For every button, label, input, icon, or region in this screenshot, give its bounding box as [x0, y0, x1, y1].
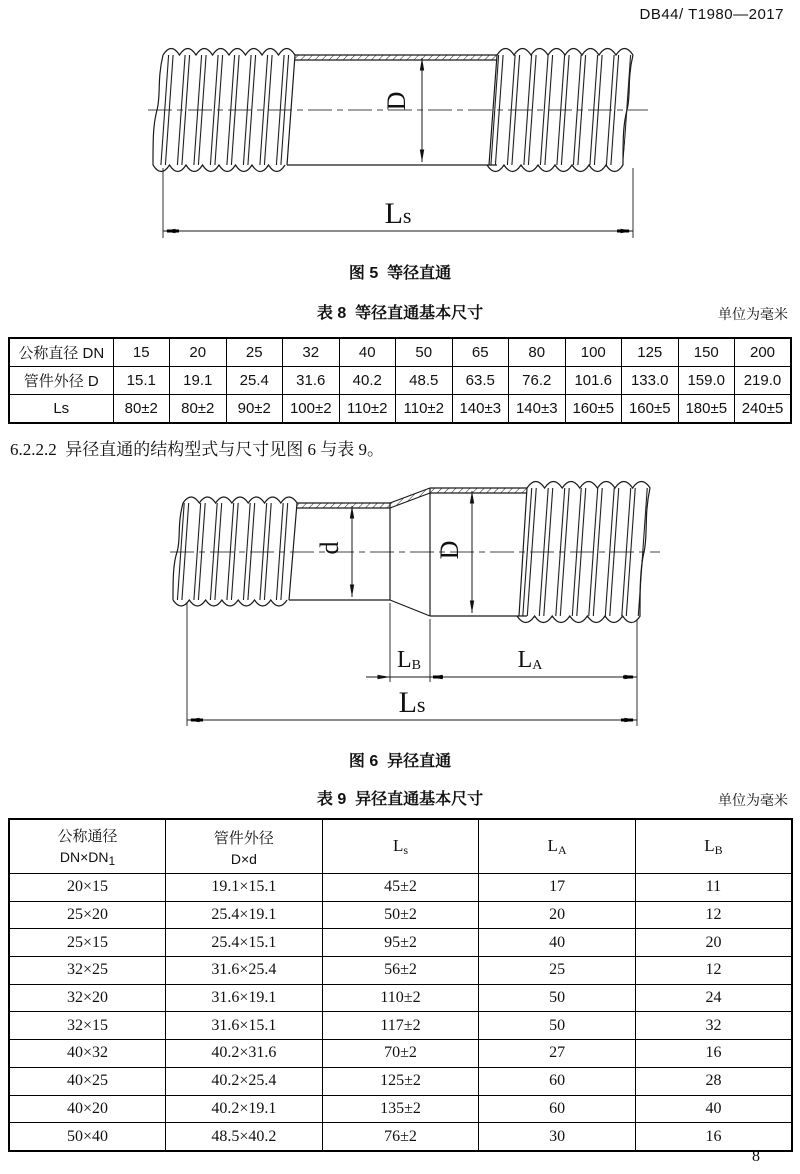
table8-title: 表 8 等径直通基本尺寸 [316, 305, 484, 322]
table-cell: 30 [479, 1123, 636, 1151]
table-cell: 31.6×25.4 [166, 957, 323, 985]
table-cell: 50 [396, 338, 453, 367]
table-cell: 25.4×15.1 [166, 929, 323, 957]
table-cell: 56±2 [322, 957, 479, 985]
table-row [9, 984, 792, 1012]
table-cell: 50±2 [322, 901, 479, 929]
table-row [9, 957, 792, 985]
table-cell: 117±2 [322, 1012, 479, 1040]
table-cell: 32×25 [9, 957, 166, 985]
table-cell: 27 [479, 1040, 636, 1068]
table-cell: 140±3 [509, 395, 566, 424]
table-cell: 80±2 [113, 395, 170, 424]
table-cell: 80 [509, 338, 566, 367]
table-cell: 133.0 [622, 367, 679, 395]
table-cell: 50 [479, 984, 636, 1012]
table-cell: 48.5 [396, 367, 453, 395]
table-cell: 60 [479, 1095, 636, 1123]
table-cell: 40.2×25.4 [166, 1067, 323, 1095]
table-cell: 11 [635, 874, 792, 902]
table-cell: 17 [479, 874, 636, 902]
corrugated-end-small [173, 497, 297, 606]
corrugated-end-left [153, 49, 295, 172]
table-cell: 25 [479, 957, 636, 985]
dim-label-d: d [315, 541, 344, 555]
figure5-caption: 图 5 等径直通 [348, 265, 452, 282]
dimension-Ls [163, 168, 633, 238]
dim-label-Ls: Ls [384, 197, 412, 230]
table-cell: 32×15 [9, 1012, 166, 1040]
table-cell: 100±2 [283, 395, 340, 424]
table-cell: 12 [635, 901, 792, 929]
table-cell: 25×20 [9, 901, 166, 929]
table-cell: 135±2 [322, 1095, 479, 1123]
table-cell: 16 [635, 1040, 792, 1068]
table-cell: 180±5 [678, 395, 735, 424]
table-cell: 50×40 [9, 1123, 166, 1151]
table-cell: 32×20 [9, 984, 166, 1012]
row-header: Ls [9, 395, 113, 424]
table-cell: 219.0 [735, 367, 792, 395]
table9-unit-note: 单位为毫米 [718, 794, 788, 809]
table-cell: 90±2 [226, 395, 283, 424]
figure6-caption: 图 6 异径直通 [348, 753, 452, 770]
table-cell: 31.6×15.1 [166, 1012, 323, 1040]
table-cell: 140±3 [452, 395, 509, 424]
row-header: 管件外径 D [9, 367, 113, 395]
table-cell: 40.2×19.1 [166, 1095, 323, 1123]
table-cell: 110±2 [339, 395, 396, 424]
table-cell: 40.2×31.6 [166, 1040, 323, 1068]
table-cell: 40×32 [9, 1040, 166, 1068]
table-cell: 20×15 [9, 874, 166, 902]
table-row [9, 338, 791, 367]
table-cell: 40 [635, 1095, 792, 1123]
table-cell: 25×15 [9, 929, 166, 957]
table-cell: 240±5 [735, 395, 792, 424]
column-header: $L_A$ [479, 819, 636, 874]
section-6222-text: 6.2.2.2 异径直通的结构型式与尺寸见图 6 与表 9。 [10, 440, 384, 459]
table-row [9, 1123, 792, 1151]
table-cell: 63.5 [452, 367, 509, 395]
dimension-d [315, 506, 352, 597]
table-cell: 200 [735, 338, 792, 367]
corrugated-end-large [517, 482, 650, 623]
table-cell: 48.5×40.2 [166, 1123, 323, 1151]
row-header: 公称直径 DN [9, 338, 113, 367]
table-cell: 70±2 [322, 1040, 479, 1068]
dim-label-D: D [435, 540, 464, 560]
table-cell: 125±2 [322, 1067, 479, 1095]
table-row [9, 929, 792, 957]
table-cell: 50 [479, 1012, 636, 1040]
dim-label-Ls: Ls [398, 686, 426, 719]
table-cell: 110±2 [396, 395, 453, 424]
table-row [9, 367, 791, 395]
table-cell: 110±2 [322, 984, 479, 1012]
table-cell: 20 [479, 901, 636, 929]
table-cell: 101.6 [565, 367, 622, 395]
table-cell: 32 [635, 1012, 792, 1040]
table-header-row [9, 819, 792, 874]
table-cell: 20 [635, 929, 792, 957]
table-cell: 20 [170, 338, 227, 367]
table-row [9, 901, 792, 929]
table9-title: 表 9 异径直通基本尺寸 [316, 791, 484, 808]
table-cell: 60 [479, 1067, 636, 1095]
table-cell: 100 [565, 338, 622, 367]
table8 [8, 337, 792, 424]
corrugated-end-right [487, 49, 633, 172]
figure6-drawing [0, 470, 800, 742]
table9 [8, 818, 793, 1152]
table-cell: 40×25 [9, 1067, 166, 1095]
table-cell: 160±5 [565, 395, 622, 424]
table-cell: 24 [635, 984, 792, 1012]
table-cell: 40 [479, 929, 636, 957]
table-cell: 40 [339, 338, 396, 367]
figure5-drawing [0, 35, 800, 250]
column-header: $L_s$ [322, 819, 479, 874]
table-cell: 16 [635, 1123, 792, 1151]
table-row [9, 1040, 792, 1068]
table-cell: 80±2 [170, 395, 227, 424]
table-cell: 19.1×15.1 [166, 874, 323, 902]
table-row [9, 874, 792, 902]
table-cell: 31.6 [283, 367, 340, 395]
table-cell: 150 [678, 338, 735, 367]
dim-label-LA: LA [517, 647, 543, 673]
table-cell: 40×20 [9, 1095, 166, 1123]
table-cell: 15.1 [113, 367, 170, 395]
column-header: 管件外径 D×d [166, 819, 323, 874]
table-cell: 28 [635, 1067, 792, 1095]
table-cell: 25.4×19.1 [166, 901, 323, 929]
dim-label-D: D [382, 91, 411, 111]
table-cell: 125 [622, 338, 679, 367]
table-cell: 76.2 [509, 367, 566, 395]
dim-label-LB: LB [396, 647, 422, 673]
table-cell: 160±5 [622, 395, 679, 424]
table-cell: 15 [113, 338, 170, 367]
table-cell: 25.4 [226, 367, 283, 395]
table-row [9, 1012, 792, 1040]
page-number: 8 [752, 1148, 760, 1165]
table-cell: 40.2 [339, 367, 396, 395]
table-row [9, 1095, 792, 1123]
dimension-D [382, 58, 422, 162]
table-row [9, 395, 791, 424]
column-header: $L_B$ [635, 819, 792, 874]
table-cell: 19.1 [170, 367, 227, 395]
table-cell: 159.0 [678, 367, 735, 395]
table-cell: 76±2 [322, 1123, 479, 1151]
table-cell: 32 [283, 338, 340, 367]
table8-unit-note: 单位为毫米 [718, 308, 788, 323]
table-row [9, 1067, 792, 1095]
document-number: DB44/ T1980—2017 [639, 6, 784, 23]
table-cell: 12 [635, 957, 792, 985]
table-cell: 65 [452, 338, 509, 367]
column-header: 公称通径 DN×DN1 [9, 819, 166, 874]
table-cell: 25 [226, 338, 283, 367]
table-cell: 95±2 [322, 929, 479, 957]
table-cell: 45±2 [322, 874, 479, 902]
table-cell: 31.6×19.1 [166, 984, 323, 1012]
